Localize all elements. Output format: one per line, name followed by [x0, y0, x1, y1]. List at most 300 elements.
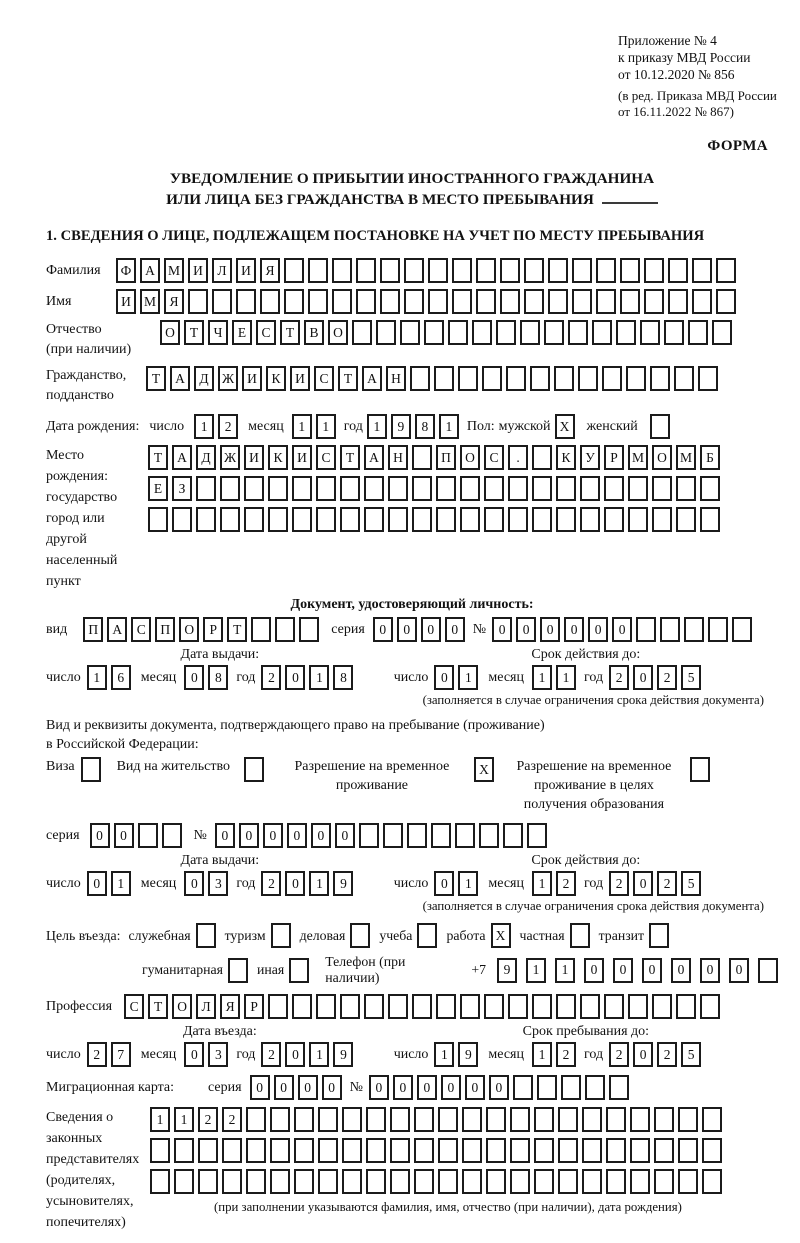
- char-cell[interactable]: С: [124, 994, 144, 1019]
- char-cell[interactable]: [299, 617, 319, 642]
- char-cell[interactable]: 0: [434, 871, 454, 896]
- char-cell[interactable]: [436, 507, 456, 532]
- char-cell[interactable]: [260, 289, 280, 314]
- char-cell[interactable]: [716, 258, 736, 283]
- char-cell[interactable]: [318, 1138, 338, 1163]
- char-cell[interactable]: [455, 823, 475, 848]
- char-cell[interactable]: 0: [184, 871, 204, 896]
- char-cell[interactable]: [676, 507, 696, 532]
- char-cell[interactable]: [692, 258, 712, 283]
- char-cell[interactable]: 1: [439, 414, 459, 439]
- char-cell[interactable]: [616, 320, 636, 345]
- char-cell[interactable]: [702, 1138, 722, 1163]
- char-cell[interactable]: У: [580, 445, 600, 470]
- char-cell[interactable]: 0: [516, 617, 536, 642]
- char-cell[interactable]: [414, 1138, 434, 1163]
- char-cell[interactable]: И: [244, 445, 264, 470]
- char-cell[interactable]: 0: [87, 871, 107, 896]
- char-cell[interactable]: [580, 476, 600, 501]
- char-cell[interactable]: [510, 1107, 530, 1132]
- char-cell[interactable]: [692, 289, 712, 314]
- char-cell[interactable]: [138, 823, 158, 848]
- char-cell[interactable]: [582, 1138, 602, 1163]
- char-cell[interactable]: [308, 289, 328, 314]
- char-cell[interactable]: [678, 1107, 698, 1132]
- char-cell[interactable]: [628, 476, 648, 501]
- char-cell[interactable]: [476, 289, 496, 314]
- char-cell[interactable]: [220, 507, 240, 532]
- char-cell[interactable]: Т: [340, 445, 360, 470]
- char-cell[interactable]: [532, 994, 552, 1019]
- char-cell[interactable]: 8: [415, 414, 435, 439]
- char-cell[interactable]: [270, 1138, 290, 1163]
- char-cell[interactable]: [424, 320, 444, 345]
- char-cell[interactable]: 2: [556, 871, 576, 896]
- char-cell[interactable]: 6: [111, 665, 131, 690]
- char-cell[interactable]: 0: [298, 1075, 318, 1100]
- purpose-official-checkbox[interactable]: [196, 923, 216, 948]
- char-cell[interactable]: 0: [335, 823, 355, 848]
- char-cell[interactable]: [452, 258, 472, 283]
- purpose-private-checkbox[interactable]: [570, 923, 590, 948]
- char-cell[interactable]: [390, 1169, 410, 1194]
- char-cell[interactable]: [246, 1107, 266, 1132]
- char-cell[interactable]: [436, 476, 456, 501]
- char-cell[interactable]: Т: [184, 320, 204, 345]
- char-cell[interactable]: 2: [261, 665, 281, 690]
- char-cell[interactable]: О: [172, 994, 192, 1019]
- char-cell[interactable]: [292, 476, 312, 501]
- char-cell[interactable]: [644, 258, 664, 283]
- char-cell[interactable]: Т: [227, 617, 247, 642]
- char-cell[interactable]: [332, 258, 352, 283]
- char-cell[interactable]: 7: [111, 1042, 131, 1067]
- char-cell[interactable]: Д: [194, 366, 214, 391]
- char-cell[interactable]: [527, 823, 547, 848]
- char-cell[interactable]: [414, 1169, 434, 1194]
- char-cell[interactable]: 2: [87, 1042, 107, 1067]
- char-cell[interactable]: [292, 507, 312, 532]
- char-cell[interactable]: [484, 476, 504, 501]
- char-cell[interactable]: Ф: [116, 258, 136, 283]
- char-cell[interactable]: [316, 507, 336, 532]
- char-cell[interactable]: [412, 445, 432, 470]
- char-cell[interactable]: [676, 476, 696, 501]
- char-cell[interactable]: 0: [671, 958, 691, 983]
- char-cell[interactable]: 0: [465, 1075, 485, 1100]
- char-cell[interactable]: 2: [218, 414, 238, 439]
- char-cell[interactable]: 2: [261, 1042, 281, 1067]
- char-cell[interactable]: [500, 289, 520, 314]
- char-cell[interactable]: [582, 1107, 602, 1132]
- char-cell[interactable]: [482, 366, 502, 391]
- char-cell[interactable]: [592, 320, 612, 345]
- char-cell[interactable]: 1: [367, 414, 387, 439]
- char-cell[interactable]: [460, 476, 480, 501]
- char-cell[interactable]: Я: [260, 258, 280, 283]
- char-cell[interactable]: [366, 1138, 386, 1163]
- char-cell[interactable]: [340, 476, 360, 501]
- char-cell[interactable]: А: [170, 366, 190, 391]
- char-cell[interactable]: [188, 289, 208, 314]
- char-cell[interactable]: 9: [391, 414, 411, 439]
- char-cell[interactable]: [508, 476, 528, 501]
- char-cell[interactable]: [376, 320, 396, 345]
- char-cell[interactable]: 0: [612, 617, 632, 642]
- char-cell[interactable]: [674, 366, 694, 391]
- char-cell[interactable]: 0: [397, 617, 417, 642]
- char-cell[interactable]: 8: [333, 665, 353, 690]
- char-cell[interactable]: М: [140, 289, 160, 314]
- char-cell[interactable]: 9: [458, 1042, 478, 1067]
- char-cell[interactable]: [582, 1169, 602, 1194]
- char-cell[interactable]: 0: [445, 617, 465, 642]
- char-cell[interactable]: [458, 366, 478, 391]
- char-cell[interactable]: [654, 1169, 674, 1194]
- char-cell[interactable]: [532, 507, 552, 532]
- char-cell[interactable]: 0: [633, 665, 653, 690]
- purpose-tourism-checkbox[interactable]: [271, 923, 291, 948]
- char-cell[interactable]: [270, 1107, 290, 1132]
- char-cell[interactable]: Р: [203, 617, 223, 642]
- purpose-other-checkbox[interactable]: [289, 958, 309, 983]
- char-cell[interactable]: [596, 289, 616, 314]
- char-cell[interactable]: [364, 476, 384, 501]
- char-cell[interactable]: [431, 823, 451, 848]
- char-cell[interactable]: 0: [540, 617, 560, 642]
- char-cell[interactable]: [606, 1169, 626, 1194]
- char-cell[interactable]: П: [436, 445, 456, 470]
- char-cell[interactable]: 9: [333, 1042, 353, 1067]
- char-cell[interactable]: [342, 1107, 362, 1132]
- char-cell[interactable]: [630, 1138, 650, 1163]
- char-cell[interactable]: [340, 994, 360, 1019]
- char-cell[interactable]: 0: [489, 1075, 509, 1100]
- temp-residence-education-checkbox[interactable]: [690, 757, 710, 782]
- char-cell[interactable]: [270, 1169, 290, 1194]
- char-cell[interactable]: [688, 320, 708, 345]
- char-cell[interactable]: С: [484, 445, 504, 470]
- char-cell[interactable]: 1: [556, 665, 576, 690]
- char-cell[interactable]: Т: [280, 320, 300, 345]
- char-cell[interactable]: 2: [609, 1042, 629, 1067]
- char-cell[interactable]: Е: [148, 476, 168, 501]
- char-cell[interactable]: 0: [588, 617, 608, 642]
- char-cell[interactable]: [244, 507, 264, 532]
- sex-female-checkbox[interactable]: [650, 414, 670, 439]
- char-cell[interactable]: [412, 994, 432, 1019]
- char-cell[interactable]: [316, 994, 336, 1019]
- char-cell[interactable]: [366, 1169, 386, 1194]
- char-cell[interactable]: [660, 617, 680, 642]
- char-cell[interactable]: [268, 994, 288, 1019]
- char-cell[interactable]: [702, 1107, 722, 1132]
- char-cell[interactable]: [486, 1169, 506, 1194]
- char-cell[interactable]: К: [556, 445, 576, 470]
- char-cell[interactable]: [472, 320, 492, 345]
- char-cell[interactable]: [484, 507, 504, 532]
- char-cell[interactable]: 1: [458, 871, 478, 896]
- char-cell[interactable]: 0: [633, 871, 653, 896]
- char-cell[interactable]: 0: [250, 1075, 270, 1100]
- char-cell[interactable]: 5: [681, 665, 701, 690]
- char-cell[interactable]: [196, 476, 216, 501]
- char-cell[interactable]: [284, 258, 304, 283]
- char-cell[interactable]: М: [676, 445, 696, 470]
- char-cell[interactable]: [758, 958, 778, 983]
- char-cell[interactable]: [380, 289, 400, 314]
- char-cell[interactable]: [383, 823, 403, 848]
- char-cell[interactable]: [530, 366, 550, 391]
- char-cell[interactable]: [246, 1138, 266, 1163]
- char-cell[interactable]: Т: [148, 445, 168, 470]
- char-cell[interactable]: [628, 994, 648, 1019]
- char-cell[interactable]: [162, 823, 182, 848]
- char-cell[interactable]: 1: [555, 958, 575, 983]
- char-cell[interactable]: 1: [526, 958, 546, 983]
- char-cell[interactable]: 0: [434, 665, 454, 690]
- char-cell[interactable]: 0: [311, 823, 331, 848]
- purpose-business-checkbox[interactable]: [350, 923, 370, 948]
- char-cell[interactable]: Е: [232, 320, 252, 345]
- char-cell[interactable]: [294, 1138, 314, 1163]
- char-cell[interactable]: [172, 507, 192, 532]
- char-cell[interactable]: [434, 366, 454, 391]
- char-cell[interactable]: 1: [532, 1042, 552, 1067]
- char-cell[interactable]: [174, 1138, 194, 1163]
- char-cell[interactable]: [644, 289, 664, 314]
- char-cell[interactable]: 2: [657, 871, 677, 896]
- char-cell[interactable]: [652, 994, 672, 1019]
- char-cell[interactable]: [462, 1107, 482, 1132]
- char-cell[interactable]: [352, 320, 372, 345]
- char-cell[interactable]: [606, 1107, 626, 1132]
- char-cell[interactable]: [654, 1138, 674, 1163]
- char-cell[interactable]: [462, 1138, 482, 1163]
- char-cell[interactable]: И: [242, 366, 262, 391]
- char-cell[interactable]: [708, 617, 728, 642]
- char-cell[interactable]: 0: [633, 1042, 653, 1067]
- char-cell[interactable]: [652, 507, 672, 532]
- char-cell[interactable]: [534, 1169, 554, 1194]
- char-cell[interactable]: [652, 476, 672, 501]
- char-cell[interactable]: [390, 1107, 410, 1132]
- char-cell[interactable]: [388, 994, 408, 1019]
- purpose-work-checkbox[interactable]: X: [491, 923, 511, 948]
- char-cell[interactable]: Ж: [220, 445, 240, 470]
- char-cell[interactable]: [148, 507, 168, 532]
- char-cell[interactable]: [428, 258, 448, 283]
- purpose-transit-checkbox[interactable]: [649, 923, 669, 948]
- char-cell[interactable]: 1: [87, 665, 107, 690]
- char-cell[interactable]: 1: [194, 414, 214, 439]
- char-cell[interactable]: 0: [700, 958, 720, 983]
- char-cell[interactable]: [316, 476, 336, 501]
- char-cell[interactable]: [388, 507, 408, 532]
- char-cell[interactable]: [150, 1138, 170, 1163]
- char-cell[interactable]: М: [628, 445, 648, 470]
- char-cell[interactable]: [578, 366, 598, 391]
- char-cell[interactable]: [558, 1169, 578, 1194]
- char-cell[interactable]: [561, 1075, 581, 1100]
- char-cell[interactable]: 1: [532, 871, 552, 896]
- char-cell[interactable]: [356, 289, 376, 314]
- char-cell[interactable]: 1: [111, 871, 131, 896]
- char-cell[interactable]: [558, 1107, 578, 1132]
- char-cell[interactable]: И: [188, 258, 208, 283]
- char-cell[interactable]: [534, 1107, 554, 1132]
- char-cell[interactable]: 9: [497, 958, 517, 983]
- char-cell[interactable]: [508, 994, 528, 1019]
- char-cell[interactable]: [630, 1169, 650, 1194]
- char-cell[interactable]: .: [508, 445, 528, 470]
- char-cell[interactable]: [366, 1107, 386, 1132]
- char-cell[interactable]: Л: [212, 258, 232, 283]
- char-cell[interactable]: [284, 289, 304, 314]
- char-cell[interactable]: [628, 507, 648, 532]
- char-cell[interactable]: [356, 258, 376, 283]
- char-cell[interactable]: Т: [148, 994, 168, 1019]
- char-cell[interactable]: [732, 617, 752, 642]
- char-cell[interactable]: [554, 366, 574, 391]
- char-cell[interactable]: Р: [244, 994, 264, 1019]
- char-cell[interactable]: [513, 1075, 533, 1100]
- char-cell[interactable]: 0: [90, 823, 110, 848]
- char-cell[interactable]: [544, 320, 564, 345]
- purpose-humanitarian-checkbox[interactable]: [228, 958, 248, 983]
- char-cell[interactable]: 1: [316, 414, 336, 439]
- char-cell[interactable]: [676, 994, 696, 1019]
- char-cell[interactable]: [404, 289, 424, 314]
- char-cell[interactable]: [678, 1138, 698, 1163]
- char-cell[interactable]: 2: [261, 871, 281, 896]
- char-cell[interactable]: О: [460, 445, 480, 470]
- char-cell[interactable]: 2: [609, 665, 629, 690]
- char-cell[interactable]: 1: [309, 1042, 329, 1067]
- char-cell[interactable]: 2: [222, 1107, 242, 1132]
- char-cell[interactable]: 0: [239, 823, 259, 848]
- char-cell[interactable]: Н: [388, 445, 408, 470]
- char-cell[interactable]: 0: [564, 617, 584, 642]
- char-cell[interactable]: 0: [287, 823, 307, 848]
- char-cell[interactable]: И: [236, 258, 256, 283]
- char-cell[interactable]: 1: [292, 414, 312, 439]
- char-cell[interactable]: [698, 366, 718, 391]
- char-cell[interactable]: [532, 445, 552, 470]
- char-cell[interactable]: [318, 1169, 338, 1194]
- char-cell[interactable]: 0: [417, 1075, 437, 1100]
- char-cell[interactable]: [479, 823, 499, 848]
- char-cell[interactable]: 0: [441, 1075, 461, 1100]
- char-cell[interactable]: [174, 1169, 194, 1194]
- char-cell[interactable]: [510, 1138, 530, 1163]
- char-cell[interactable]: [150, 1169, 170, 1194]
- char-cell[interactable]: 3: [208, 871, 228, 896]
- char-cell[interactable]: [198, 1138, 218, 1163]
- char-cell[interactable]: [460, 994, 480, 1019]
- char-cell[interactable]: [572, 289, 592, 314]
- char-cell[interactable]: Н: [386, 366, 406, 391]
- char-cell[interactable]: [568, 320, 588, 345]
- char-cell[interactable]: 0: [274, 1075, 294, 1100]
- char-cell[interactable]: 2: [609, 871, 629, 896]
- char-cell[interactable]: А: [140, 258, 160, 283]
- char-cell[interactable]: А: [107, 617, 127, 642]
- char-cell[interactable]: [412, 476, 432, 501]
- char-cell[interactable]: О: [328, 320, 348, 345]
- char-cell[interactable]: [596, 258, 616, 283]
- char-cell[interactable]: Ч: [208, 320, 228, 345]
- char-cell[interactable]: 0: [421, 617, 441, 642]
- char-cell[interactable]: О: [160, 320, 180, 345]
- char-cell[interactable]: [636, 617, 656, 642]
- char-cell[interactable]: [380, 258, 400, 283]
- char-cell[interactable]: [275, 617, 295, 642]
- char-cell[interactable]: 9: [333, 871, 353, 896]
- char-cell[interactable]: Л: [196, 994, 216, 1019]
- char-cell[interactable]: О: [179, 617, 199, 642]
- char-cell[interactable]: [198, 1169, 218, 1194]
- char-cell[interactable]: [700, 507, 720, 532]
- char-cell[interactable]: [486, 1107, 506, 1132]
- char-cell[interactable]: [212, 289, 232, 314]
- char-cell[interactable]: [678, 1169, 698, 1194]
- char-cell[interactable]: [626, 366, 646, 391]
- char-cell[interactable]: С: [316, 445, 336, 470]
- char-cell[interactable]: 2: [657, 1042, 677, 1067]
- char-cell[interactable]: [524, 289, 544, 314]
- char-cell[interactable]: А: [364, 445, 384, 470]
- char-cell[interactable]: [222, 1169, 242, 1194]
- char-cell[interactable]: [609, 1075, 629, 1100]
- char-cell[interactable]: [630, 1107, 650, 1132]
- char-cell[interactable]: В: [304, 320, 324, 345]
- char-cell[interactable]: [196, 507, 216, 532]
- char-cell[interactable]: [452, 289, 472, 314]
- char-cell[interactable]: [268, 507, 288, 532]
- char-cell[interactable]: 2: [657, 665, 677, 690]
- char-cell[interactable]: 0: [285, 871, 305, 896]
- char-cell[interactable]: [604, 994, 624, 1019]
- residence-permit-checkbox[interactable]: [244, 757, 264, 782]
- char-cell[interactable]: П: [155, 617, 175, 642]
- char-cell[interactable]: [620, 258, 640, 283]
- char-cell[interactable]: 1: [458, 665, 478, 690]
- char-cell[interactable]: 0: [584, 958, 604, 983]
- purpose-study-checkbox[interactable]: [417, 923, 437, 948]
- char-cell[interactable]: [342, 1169, 362, 1194]
- char-cell[interactable]: [700, 476, 720, 501]
- char-cell[interactable]: [712, 320, 732, 345]
- char-cell[interactable]: [702, 1169, 722, 1194]
- char-cell[interactable]: [294, 1169, 314, 1194]
- visa-checkbox[interactable]: [81, 757, 101, 782]
- char-cell[interactable]: 0: [642, 958, 662, 983]
- char-cell[interactable]: [508, 507, 528, 532]
- char-cell[interactable]: Р: [604, 445, 624, 470]
- char-cell[interactable]: Ж: [218, 366, 238, 391]
- char-cell[interactable]: [510, 1169, 530, 1194]
- char-cell[interactable]: [364, 994, 384, 1019]
- char-cell[interactable]: И: [292, 445, 312, 470]
- char-cell[interactable]: И: [290, 366, 310, 391]
- char-cell[interactable]: Я: [164, 289, 184, 314]
- char-cell[interactable]: [460, 507, 480, 532]
- char-cell[interactable]: [428, 289, 448, 314]
- char-cell[interactable]: [606, 1138, 626, 1163]
- char-cell[interactable]: [414, 1107, 434, 1132]
- sex-male-checkbox[interactable]: X: [555, 414, 575, 439]
